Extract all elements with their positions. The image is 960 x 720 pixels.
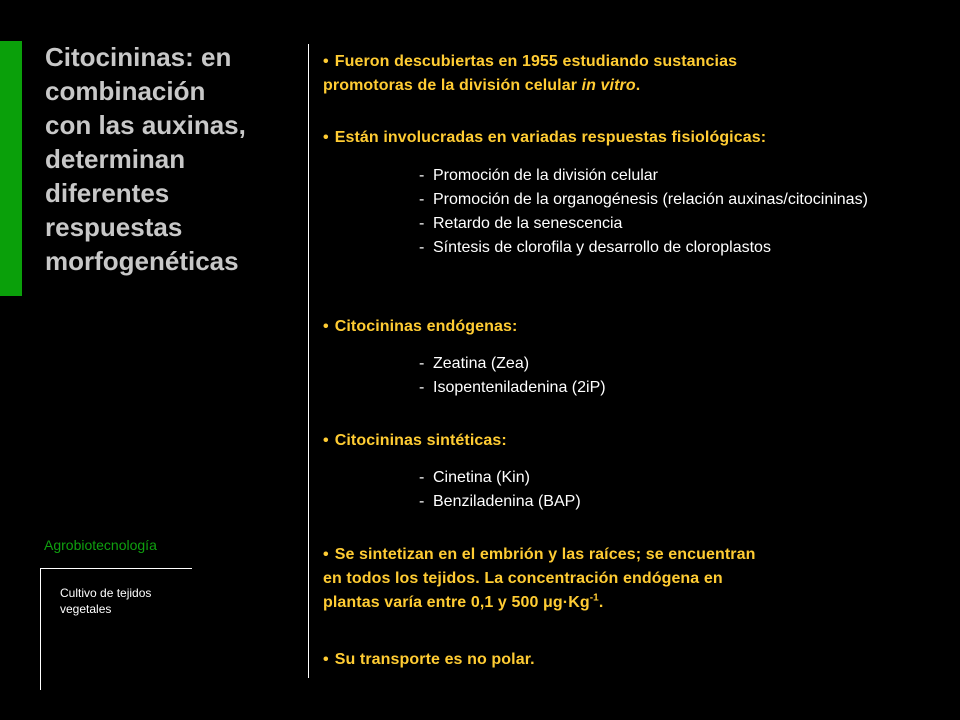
bullet-text: Su transporte es no polar.	[334, 651, 535, 668]
title-line: diferentes	[45, 178, 170, 208]
bullet-text: Se sintetizan en el embrión y las raíces; se encuentran	[334, 546, 756, 563]
footer-box-border-left	[40, 568, 41, 690]
endogenous-list	[419, 352, 939, 400]
bullet-text: plantas varía entre 0,1 y 500	[323, 594, 544, 611]
vertical-divider	[308, 44, 309, 678]
bullet-text: Citocininas sintéticas:	[334, 432, 507, 449]
footer-label: Agrobiotecnología	[44, 537, 157, 553]
bullet-symbol: •	[323, 432, 329, 449]
footer-box-border-top	[40, 568, 192, 569]
bullet-synthetic	[323, 429, 943, 453]
accent-bar	[0, 41, 22, 296]
bullet-synthesis	[323, 543, 943, 615]
bullet-text: en todos los tejidos. La concentración endógena en	[323, 570, 723, 587]
bullet-text: .	[598, 594, 604, 611]
bullet-symbol: •	[323, 53, 329, 70]
responses-list	[419, 164, 939, 260]
bullet-endogenous	[323, 315, 943, 339]
list-item: - Retardo de la senescencia	[419, 215, 623, 232]
title-line: con las auxinas,	[45, 110, 246, 140]
list-item: - Benziladenina (BAP)	[419, 493, 581, 510]
bullet-transport	[323, 648, 943, 672]
unit-text: g·Kg	[552, 594, 590, 611]
bullet-italic-text: in vitro	[581, 77, 636, 94]
list-item: - Cinetina (Kin)	[419, 469, 530, 486]
bullet-symbol: •	[323, 651, 329, 668]
mu-symbol: μ	[543, 594, 553, 611]
title-line: determinan	[45, 144, 186, 174]
title-line: respuestas	[45, 212, 183, 242]
footer-box-text: Cultivo de tejidos vegetales	[60, 586, 152, 616]
bullet-text: Fueron descubiertas en 1955 estudiando sustancias	[334, 53, 738, 70]
bullet-symbol: •	[323, 318, 329, 335]
list-item: - Promoción de la organogénesis (relación auxinas/citocininas)	[419, 191, 868, 208]
list-item: - Promoción de la división celular	[419, 167, 658, 184]
bullet-symbol: •	[323, 546, 329, 563]
slide-title	[45, 40, 295, 278]
list-item: - Síntesis de clorofila y desarrollo de cloroplastos	[419, 239, 771, 256]
title-line: morfogenéticas	[45, 246, 239, 276]
bullet-text: Citocininas endógenas:	[334, 318, 518, 335]
bullet-responses	[323, 126, 943, 150]
list-item: - Isopenteniladenina (2iP)	[419, 379, 606, 396]
bullet-discovery	[323, 50, 943, 98]
bullet-text: .	[635, 77, 641, 94]
unit-exponent: -1	[589, 592, 599, 604]
bullet-text: promotoras de la división celular	[323, 77, 582, 94]
title-line: combinación	[45, 76, 206, 106]
bullet-symbol: •	[323, 129, 329, 146]
synthetic-list	[419, 466, 939, 514]
list-item: - Zeatina (Zea)	[419, 355, 530, 372]
title-line: Citocininas: en	[45, 42, 232, 72]
bullet-text: Están involucradas en variadas respuestas fisiológicas:	[334, 129, 767, 146]
